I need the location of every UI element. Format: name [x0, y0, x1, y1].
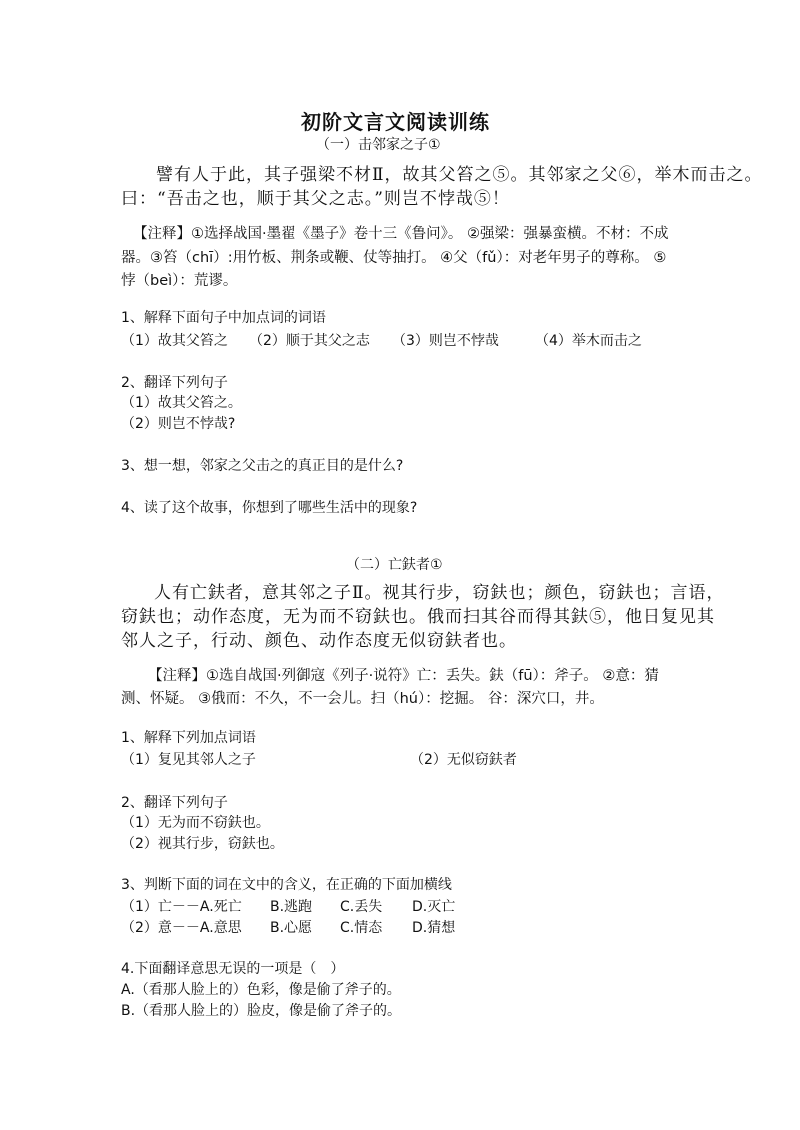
s2-q1-opt-2: （2）无似窃鈇者	[410, 752, 517, 768]
s2-q3-row1-opt-a: （1）亡－－A.死亡	[121, 899, 242, 915]
s1-q2-item-2: （2）则岂不悖哉?	[121, 416, 236, 432]
s2-q3-row1-opt-c: C.丢失	[340, 899, 383, 915]
s1-q1-opt-2: （2）顺于其父之志	[249, 333, 370, 349]
s1-notes-line-1: 【注释】①选择战国·墨翟《墨子》卷十三《鲁问》。 ②强梁：强暴蛮横。不材：不成	[133, 226, 669, 242]
s1-q1-opt-3: （3）则岂不悖哉	[392, 333, 499, 349]
document-title: 初阶文言文阅读训练	[301, 110, 490, 134]
s2-q3-row2-opt-c: C.情态	[340, 920, 383, 936]
s2-q4-stem: 4.下面翻译意思无误的一项是（ ）	[121, 961, 345, 977]
s2-passage-line-2: 窃鈇也；动作态度，无为而不窃鈇也。俄而扫其谷而得其鈇⑤，他日复见其	[121, 607, 715, 627]
s1-notes-line-2: 器。③笞（chī）:用竹板、荆条或鞭、仗等抽打。 ④父（fǔ）：对老年男子的尊称。 ⑤	[121, 250, 667, 266]
s2-q3-row2-opt-d: D.猜想	[412, 920, 456, 936]
s2-notes-line-1: 【注释】①选自战国·列御寇《列子·说符》亡：丢失。鈇（fū）：斧子。 ②意：猜	[148, 668, 659, 684]
s2-q1-stem: 1、解释下列加点词语	[121, 730, 256, 746]
s2-q2-item-1: （1）无为而不窃鈇也。	[121, 815, 270, 831]
s2-q3-row2-opt-a: （2）意－－A.意思	[121, 920, 242, 936]
s2-notes-line-2: 测、怀疑。 ③俄而：不久，不一会儿。扫（hú）：挖掘。 谷：深穴口，井。	[121, 691, 604, 707]
s1-passage-line-1: 譬有人于此，其子强梁不材Ⅱ，故其父笞之⑤。其邻家之父⑥，举木而击之。	[156, 165, 763, 185]
s2-q3-row1-opt-b: B.逃跑	[270, 899, 313, 915]
s1-q1-opt-4: （4）举木而击之	[535, 333, 642, 349]
s1-passage-line-2: 曰：“吾击之也，顺于其父之志。”则岂不悖哉⑤！	[121, 189, 510, 209]
s1-notes-line-3: 悖（beì）：荒谬。	[121, 273, 238, 289]
s2-q4-item-a: A.（看那人脸上的）色彩，像是偷了斧子的。	[121, 982, 401, 998]
s2-q2-stem: 2、翻译下列句子	[121, 795, 228, 811]
s1-q1-opt-1: （1）故其父笞之	[121, 333, 228, 349]
s2-q3-row2-opt-b: B.心愿	[270, 920, 313, 936]
s2-q2-item-2: （2）视其行步，窃鈇也。	[121, 836, 284, 852]
s2-q3-row1-opt-d: D.灭亡	[412, 899, 456, 915]
s1-q4: 4、读了这个故事，你想到了哪些生活中的现象?	[121, 500, 418, 516]
s2-q1-opt-1: （1）复见其邻人之子	[121, 752, 256, 768]
s2-q4-item-b: B.（看那人脸上的）脸皮，像是偷了斧子的。	[121, 1003, 402, 1019]
s1-q3: 3、想一想，邻家之父击之的真正目的是什么?	[121, 458, 404, 474]
section-2-heading: （二）亡鈇者①	[346, 557, 443, 573]
s1-q2-item-1: （1）故其父笞之。	[121, 395, 242, 411]
s2-passage-line-1: 人有亡鈇者，意其邻之子Ⅱ。视其行步，窃鈇也；颜色，窃鈇也；言语，	[154, 583, 725, 603]
s1-q1-stem: 1、解释下面句子中加点词的词语	[121, 310, 326, 326]
s2-q3-stem: 3、判断下面的词在文中的含义，在正确的下面加横线	[121, 877, 452, 893]
s2-passage-line-3: 邻人之子，行动、颜色、动作态度无似窃鈇者也。	[121, 631, 517, 651]
s1-q2-stem: 2、翻译下列句子	[121, 375, 228, 391]
section-1-heading: （一）击邻家之子①	[316, 137, 441, 153]
